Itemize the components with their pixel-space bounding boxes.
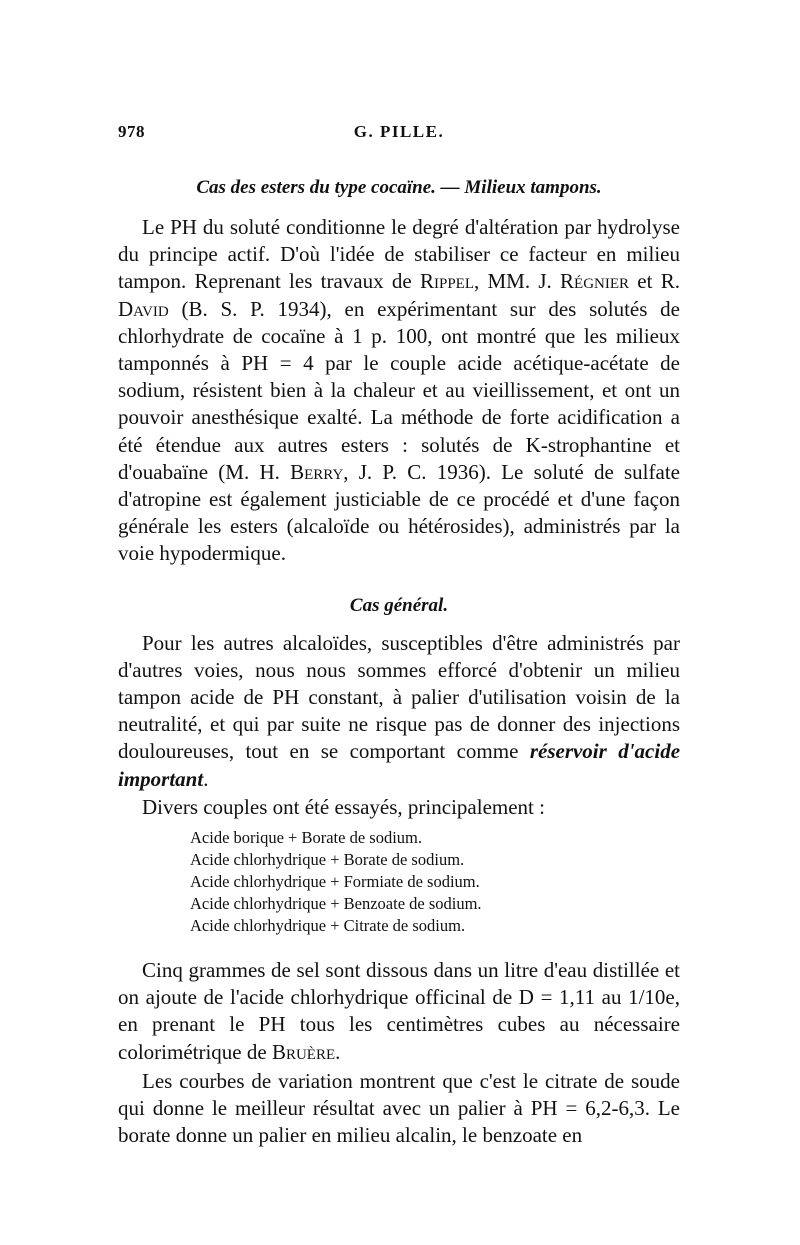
paragraph-other-alkaloids	[118, 630, 680, 793]
text-run: .	[335, 1039, 341, 1064]
list-item: Acide chlorhydrique + Citrate de sodium.	[190, 916, 466, 936]
section-title-general-case: Cas général.	[349, 594, 449, 616]
page-number: 978	[118, 122, 145, 141]
running-head	[118, 118, 680, 142]
running-head-author: G. PILLE.	[353, 122, 445, 141]
author-name-berry: Berry	[290, 459, 344, 484]
text-run: Pour les autres alcaloïdes, susceptibles d'être administrés par d'autres voies, nous nous sommes efforcé d'obtenir un milieu tampon acide de PH constant, à palier d'utilisation voisin de la neutralité, et qui par suite ne risque pas de donner des injections douloureuses, tout en se comportant comme	[118, 630, 680, 764]
paragraph-couples-tested: Divers couples ont été essayés, principalement :	[142, 794, 545, 819]
text-run: , MM. J.	[473, 269, 561, 294]
list-item: Acide borique + Borate de sodium.	[190, 828, 422, 848]
author-name-regnier: Régnier	[560, 269, 630, 294]
reagent-list	[190, 827, 680, 937]
text-run: .	[203, 766, 209, 791]
list-item: Acide chlorhydrique + Benzoate de sodium.	[190, 894, 482, 914]
text-run: Cinq grammes de sel sont dissous dans un litre d'eau distillée et on ajoute de l'acide chlorhydrique officinal de D = 1,11 au 1/10e, en prenant le PH tous les centimètres cubes au nécessaire colorimétrique de	[118, 958, 680, 1064]
paragraph-cocaine-buffers	[118, 214, 680, 568]
text-run: (B. S. P. 1934), en expérimentant sur des solutés de chlorhydrate de cocaïne à 1 p. 100, ont montré que les milieux tamponnés à PH = 4 par le couple acide acétique-acétate de sodium, résistent bien à la chaleur et au vieillissement, et ont un pouvoir anesthésique exalté. La méthode de forte acidification a été étendue aux autres esters : solutés de K-strophantine et d'ouabaïne (M. H.	[118, 296, 680, 484]
paragraph-procedure	[118, 957, 680, 1066]
text-run: et R.	[629, 269, 680, 294]
author-name-david: David	[118, 296, 169, 321]
list-item: Acide chlorhydrique + Borate de sodium.	[190, 850, 465, 870]
book-page	[118, 118, 680, 1149]
text-run: Le PH du soluté conditionne le degré d'altération par hydrolyse du principe actif. D'où l'idée de stabiliser ce facteur en milieu tampon. Reprenant les travaux de	[118, 215, 680, 294]
section-title-cocaine-esters: Cas des esters du type cocaïne. — Milieux tampons.	[196, 177, 602, 198]
paragraph-results: Les courbes de variation montrent que c'est le citrate de soude qui donne le meilleur résultat avec un palier à PH = 6,2-6,3. Le borate donne un palier en milieu alcalin, le benzoate en	[118, 1068, 680, 1148]
list-item: Acide chlorhydrique + Formiate de sodium.	[190, 872, 480, 892]
author-name-bruere: Bruère	[271, 1039, 336, 1064]
text-run: , J. P. C. 1936). Le soluté de sulfate d'atropine est également justiciable de ce procédé et d'une façon générale les esters (alcaloïde ou hétérosides), administrés par la voie hypodermique.	[118, 459, 680, 566]
author-name-rippel: Rippel	[419, 269, 474, 294]
emphasis-acid-reservoir: réservoir d'acide important	[118, 739, 681, 791]
